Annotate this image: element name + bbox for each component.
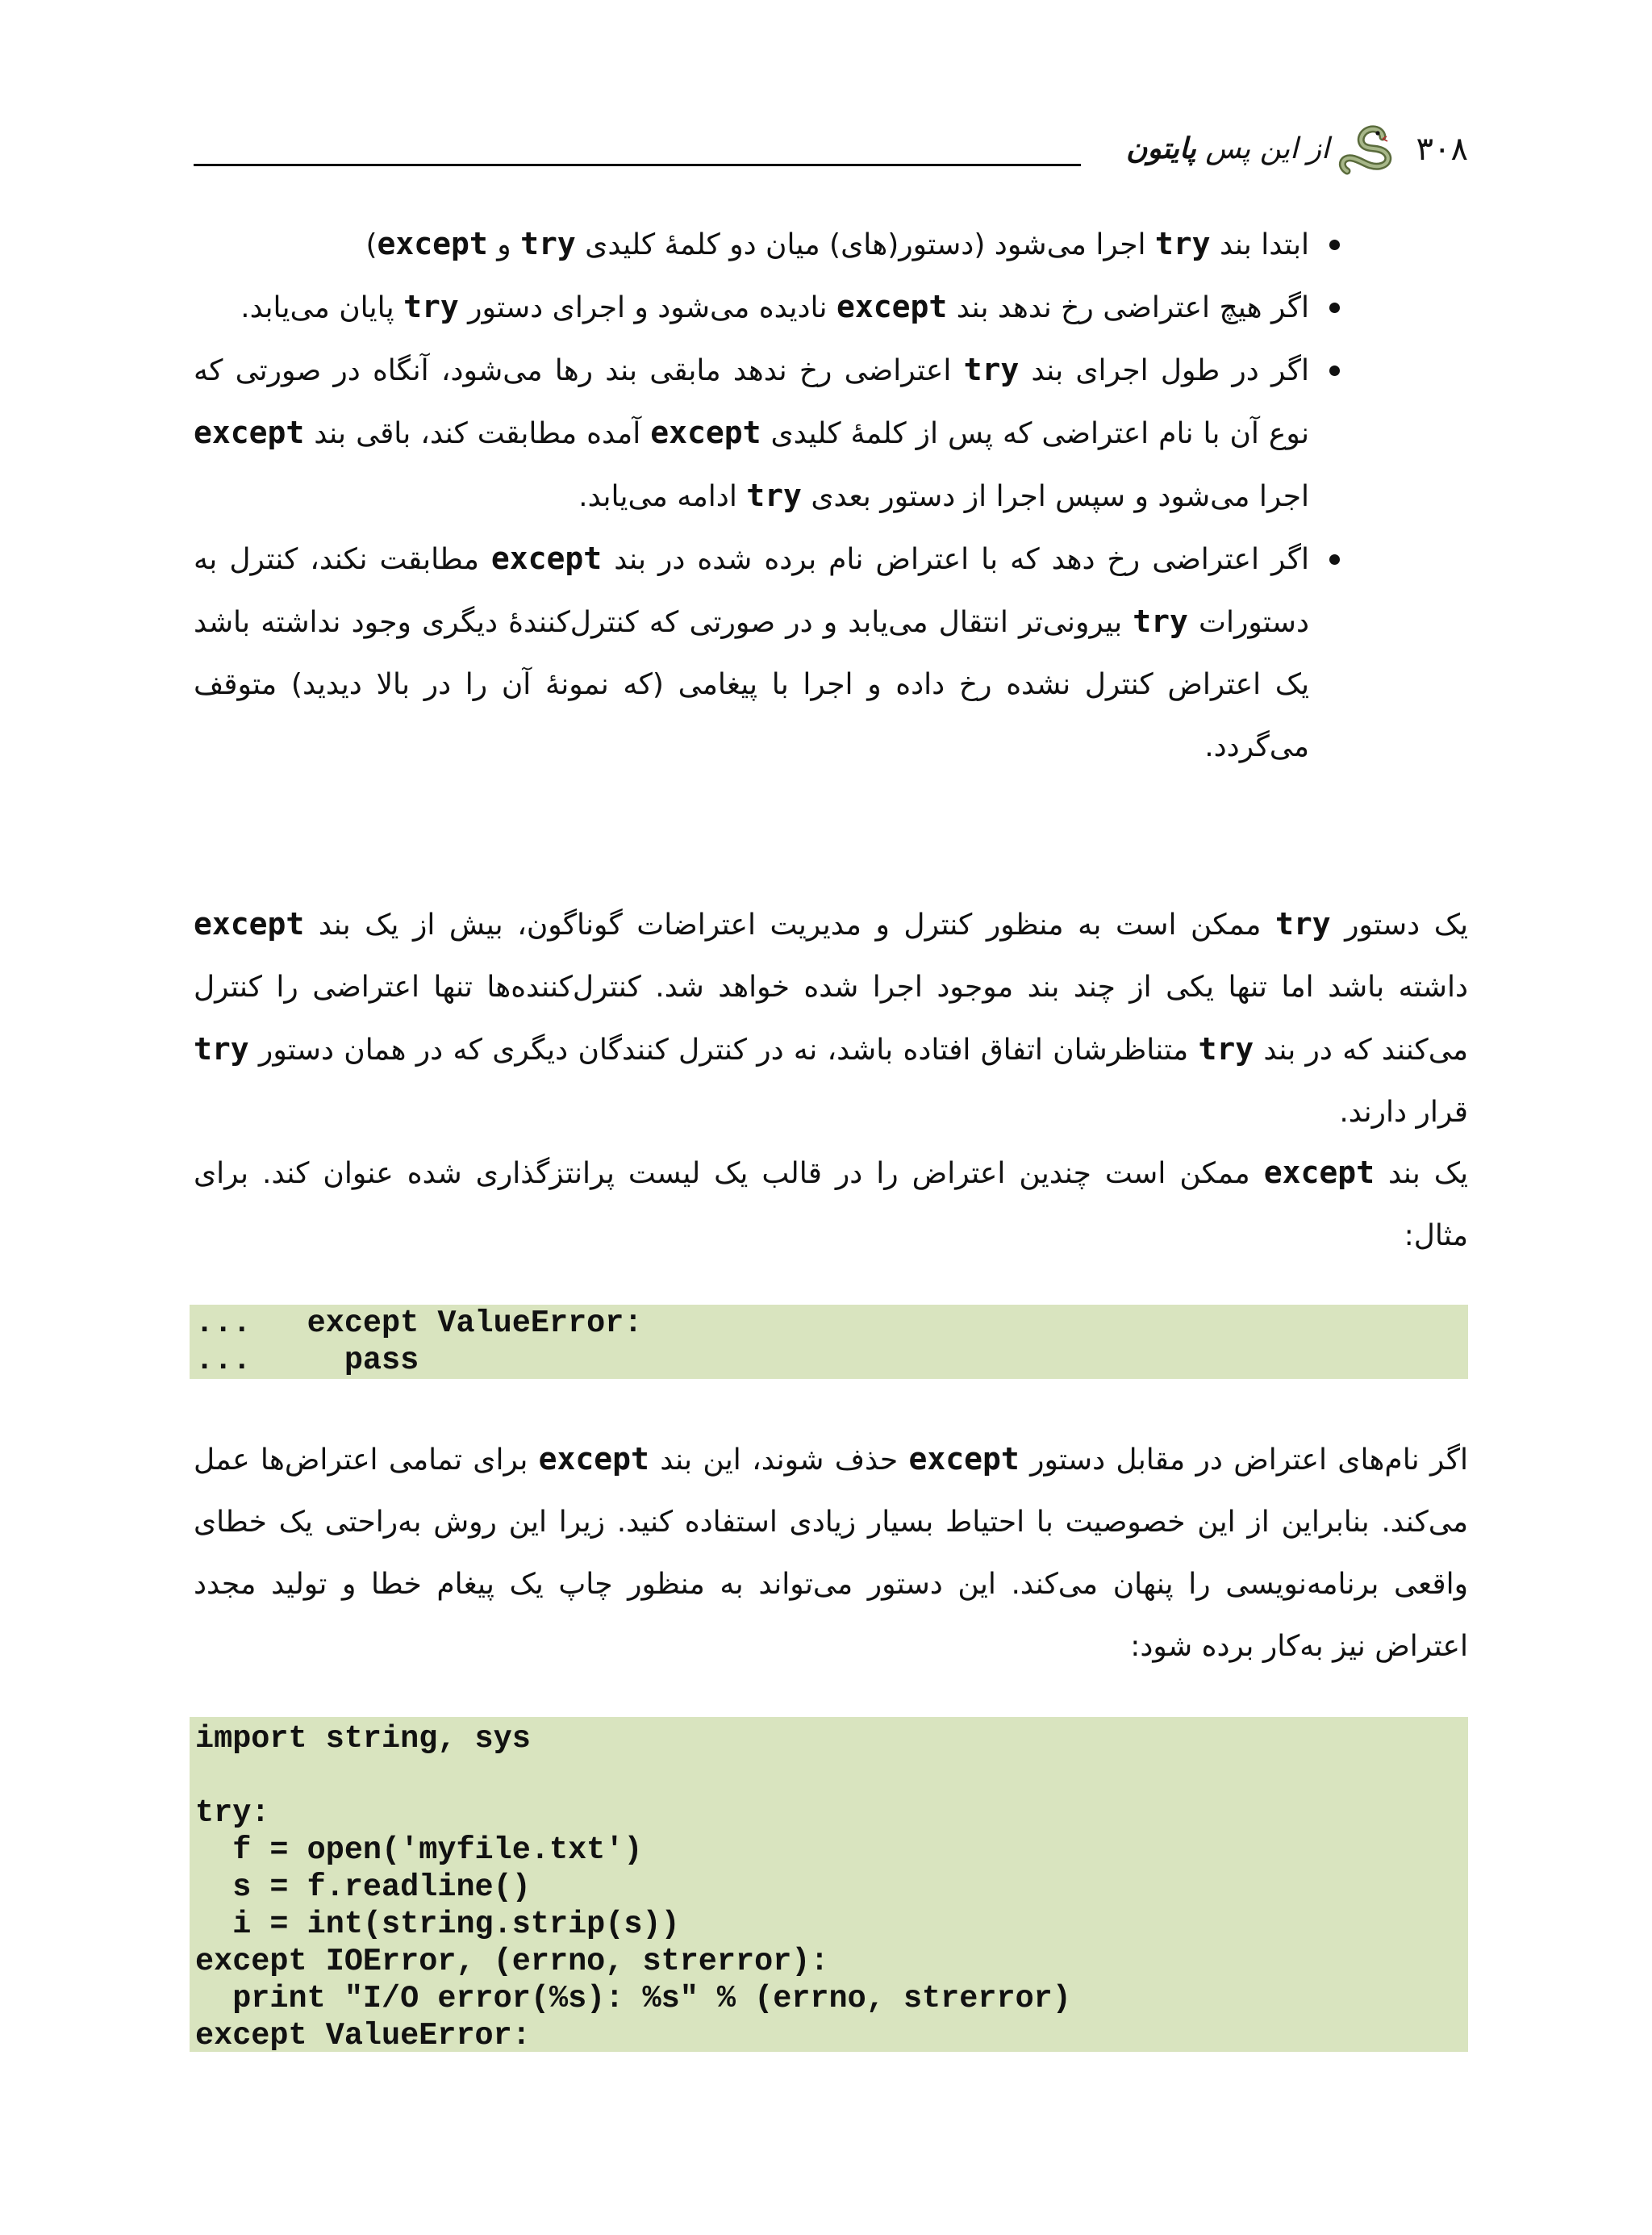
- code-line: except ValueError:: [195, 2018, 531, 2053]
- bullet-item: [194, 528, 1358, 778]
- code-keyword: try: [1154, 226, 1211, 261]
- page-header: [194, 121, 1468, 178]
- code-keyword: except: [650, 415, 761, 450]
- code-keyword: except: [836, 289, 948, 324]
- paragraph-text: یک بند except ممکن است چندین اعتراض را در قالب یک لیست پرانتزگذاری شده عنوان کند. برای مثال:: [194, 1155, 1468, 1252]
- python-snake-icon: [1336, 121, 1395, 181]
- code-keyword: except: [194, 906, 305, 942]
- bullet-icon: [1329, 554, 1340, 565]
- code-line: print "I/O error(%s): %s" % (errno, strerror): [195, 1981, 1071, 2016]
- code-keyword: except: [377, 226, 488, 261]
- code-keyword: try: [194, 1031, 249, 1067]
- code-keyword: try: [1198, 1031, 1254, 1067]
- bullet-list: [194, 213, 1358, 778]
- code-line: i = int(string.strip(s)): [195, 1907, 680, 1942]
- code-keyword: except: [908, 1441, 1020, 1477]
- code-line: ... pass: [195, 1343, 419, 1378]
- code-keyword: try: [1133, 604, 1188, 639]
- bullet-icon: [1329, 366, 1340, 376]
- code-keyword: try: [403, 289, 459, 324]
- code-line: try:: [195, 1795, 270, 1831]
- code-line: [195, 1757, 1468, 1794]
- code-block: [190, 1717, 1468, 2052]
- code-keyword: try: [746, 478, 802, 513]
- paragraph-text: یک دستور try ممکن است به منظور کنترل و مدیریت اعتراضات گوناگون، بیش از یک بند except داشته باشد اما تنها یکی از چند بند موجود اجرا شده خواهد شد. کنترل‌کننده‌ها تنها اعتراضی را کنترل می‌کنند که در بند try متناظرشان اتفاق افتاده باشد، نه در کنترل کنندگان دیگری که در همان دستور try قرار دارند.: [194, 906, 1468, 1129]
- code-keyword: try: [963, 352, 1020, 387]
- code-line: ... except ValueError:: [195, 1305, 643, 1341]
- code-line: except IOError, (errno, strerror):: [195, 1944, 829, 1979]
- paragraph: [194, 893, 1468, 1143]
- bullet-text: اگر اعتراضی رخ دهد که با اعتراض نام برده شده در بند except مطابقت نکند، کنترل به دستورات try بیرونی‌تر انتقال می‌یابد و در صورتی که کنترل‌کنندهٔ دیگری وجود نداشته باشد یک اعتراض کنترل نشده رخ داده و اجرا با پیغامی (که نمونهٔ آن را در بالا دیدید) متوقف می‌گردد.: [194, 541, 1309, 763]
- paragraph: [194, 1428, 1468, 1677]
- header-rule: [194, 164, 1081, 166]
- code-keyword: try: [1274, 906, 1331, 942]
- code-keyword: except: [538, 1441, 649, 1477]
- bullet-icon: [1329, 240, 1340, 250]
- page-number: ۳۰۸: [1416, 131, 1468, 168]
- bullet-item: [194, 213, 1358, 276]
- book-title-prefix: از این پس: [1205, 132, 1329, 165]
- paragraph-text: اگر نام‌های اعتراض در مقابل دستور except حذف شوند، این بند except برای تمامی اعتراض‌ها عمل می‌کند. بنابراین از این خصوصیت با احتیاط بسیار زیادی استفاده کنید. زیرا این روش به‌راحتی یک خطای واقعی برنامه‌نویسی را پنهان می‌کند. این دستور می‌تواند به منظور چاپ یک پیغام خطا و تولید مجدد اعتراض نیز به‌کار برده شود:: [194, 1441, 1469, 1663]
- paragraph: [194, 1142, 1468, 1267]
- bullet-text: اگر هیچ اعتراضی رخ ندهد بند except نادیده می‌شود و اجرای دستور try پایان می‌یابد.: [240, 289, 1309, 324]
- code-line: import string, sys: [195, 1721, 531, 1757]
- code-block: [190, 1305, 1468, 1379]
- book-title-bold: پایتون: [1126, 132, 1196, 165]
- code-keyword: except: [194, 415, 305, 450]
- code-keyword: except: [1263, 1155, 1375, 1190]
- code-line: s = f.readline(): [195, 1869, 531, 1905]
- bullet-item: [194, 276, 1358, 339]
- code-line: f = open('myfile.txt'): [195, 1832, 643, 1868]
- code-keyword: try: [520, 226, 576, 261]
- bullet-text: اگر در طول اجرای بند try اعتراضی رخ ندهد مابقی بند رها می‌شود، آنگاه در صورتی که نوع آن با نام اعتراضی که پس از کلمهٔ کلیدی except آمده مطابقت کند، باقی بند except اجرا می‌شود و سپس اجرا از دستور بعدی try ادامه می‌یابد.: [194, 352, 1309, 513]
- bullet-text: ابتدا بند try اجرا می‌شود (دستور(های) میان دو کلمهٔ کلیدی try و except): [365, 226, 1309, 261]
- book-title: [1126, 132, 1329, 165]
- code-keyword: except: [490, 541, 603, 576]
- bullet-item: [194, 339, 1358, 528]
- bullet-icon: [1329, 303, 1340, 313]
